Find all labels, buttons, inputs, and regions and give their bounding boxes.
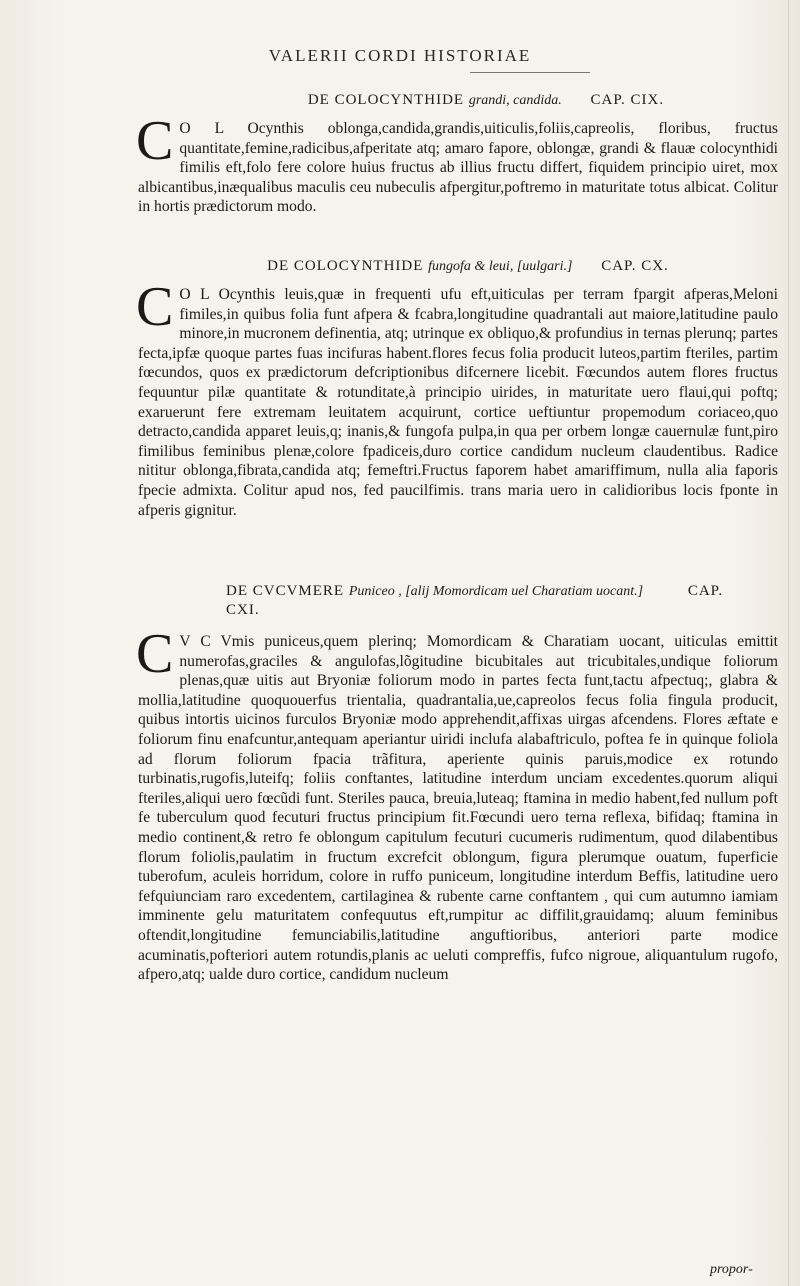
chapter-cix — [136, 92, 788, 217]
heading-chapter-number: CAP. CX. — [601, 258, 669, 274]
chapter-cx — [136, 258, 788, 520]
drop-initial: C — [136, 110, 174, 172]
heading-subtitle: grandi, candida. — [468, 93, 562, 108]
page-edge-line — [788, 0, 789, 1286]
heading-title: DE COLOCYNTHIDE — [307, 92, 465, 108]
chapter-text: O L Ocynthis oblonga,candida,grandis,uiticulis,foliis,capreolis, floribus, fructus quantitate,femine,radicibus,afperitate atq; amaro fapore, oblongæ, grandi & flauæ colocynthidi fimilis eft,folo fere colore huius fructus ab illius fructu differt, fiquidem principio uiret, mox albicantibus,inæqualibus maculis ceu nubeculis afpergitur,poftremo in maturitate totus albicat. Colitur in hortis prædictorum modo. — [138, 120, 778, 216]
running-head: VALERII CORDI HISTORIAE — [268, 46, 532, 65]
chapter-text: O L Ocynthis leuis,quæ in frequenti ufu eft,uiticulas per terram fpargit afperas,Meloni fimiles,in quibus folia funt afpera & fcabra,longitudine quadrantali aut maiore,latitudine paulo minore,in mucronem definentia, atq; utrinque ex obliquo,& profundius in ternas plerunq; partes fecta,ipfæ quoque partes fuas incifuras habent.flores fecus folia producit luteos,partim fteriles, partim fœcundos, quos ex prædictorum defcriptionibus difcernere licebit. Fœcundos autem flores fructus fequuntur pilæ quantitate & rotunditate,à principio uirides, in maturitate uero flaui,qui poftq; exaruerunt fere extremam leuitatem acquirunt, cortice ueftiuntur propemodum coriaceo,quo detracto,candida apparet leuis,q; inanis,& fungofa pulpa,in qua per orbem longæ cauernulæ funt,piro fimilibus feminibus plenæ,colore fpadiceis,duro cortice candidum nucleum claudentibus. Radice nititur oblonga,fibrata,candida atq; femeftri.Fructus faporem habet amariffimum, nulla alia faporis fpecie admixta. Colitur apud nos, fed paucilfimis. trans maria uero in calidioribus locis fponte in afperis gignitur. — [138, 286, 778, 519]
heading-title: DE COLOCYNTHIDE — [267, 258, 424, 274]
chapter-body — [136, 276, 778, 520]
chapter-heading — [148, 258, 748, 275]
drop-initial: C — [136, 623, 174, 685]
catchword: propor- — [710, 1262, 753, 1277]
chapter-text: V C Vmis puniceus,quem plerinq; Momordicam & Charatiam uocant, uiticulas emittit numerofas,graciles & angulofas,lõgitudine bicubitales aut tricubitales,undique foliorum plenas,quæ uitis aut Bryoniæ foliorum modo in partes fecta funt,tactu afpectuq;, glabra & mollia,latitudine quoquouerfus trientalia, quadrantalia,ue,capreolos fecus folia fingula producit, quibus intortis uicinos furculos Bryoniæ modo apprehendit,affixas uirgas afcendens. Flores æftate e foliorum finu enafcuntur,antequam aperiantur uiridi inclufa alabaftriculo, poftea fe in quinque foliola ad florum foliorum fpacia trãfitura, aperiente quinis paruis,modice ex rotundo turbinatis,rugofis,luteifq; foliis conftantes, latitudine interdum unciam excedentes.quorum aliqui fteriles,aliqui uero fœcũdi funt. Steriles pauca, breuia,luteaq; ftamina in medio habent,fed nullum poft fe tuberculum quod fecuturi fructus principium fit.Fœcundi uero terna reflexa, bifidaq; ftamina in medio continent,& retro fe oblongum capitulum fecuturi cucumeris rudimentum, quod dilabentibus florum foliolis,paulatim in fructum excrefcit oblongum, figura plerumque ouatum, fuperficie tuberofum, aculeis horridum, colore in ruffo puniceum, longitudine interdum Beffis, latitudine uero fefquiunciam raro excedentem, cartilaginea & rubente carne conftantem , qui cum autumno iamiam imminente gelu maturitatem confequutus eft,rumpitur ac diffilit,grauidamq; aluum feminibus oftendit,longitudine femunciabilis,latitudine anguftioribus, anteriori parte modice acuminatis,pofteriori autem rotundis,planis ac ueluti compreffis, fufco nigroue, aliquantulum rugofo, afpero,atq; ualde duro cortice, candidum nucleum — [138, 633, 778, 984]
chapter-cxi — [136, 582, 788, 985]
chapter-body — [136, 110, 778, 217]
heading-subtitle: fungofa & leui, [uulgari.] — [428, 259, 573, 274]
heading-chapter-number: CAP. CIX. — [590, 92, 665, 108]
chapter-heading — [148, 92, 766, 109]
drop-initial: C — [136, 276, 174, 338]
heading-subtitle: Puniceo , [alij Momordicam uel Charatiam uocant.] — [348, 584, 644, 599]
chapter-body — [136, 623, 778, 985]
running-head-underline — [470, 72, 590, 73]
heading-chapter-number: CAP. CXI. — [226, 583, 724, 618]
chapter-heading — [148, 582, 746, 620]
heading-title: DE CVCVMERE — [226, 583, 345, 599]
